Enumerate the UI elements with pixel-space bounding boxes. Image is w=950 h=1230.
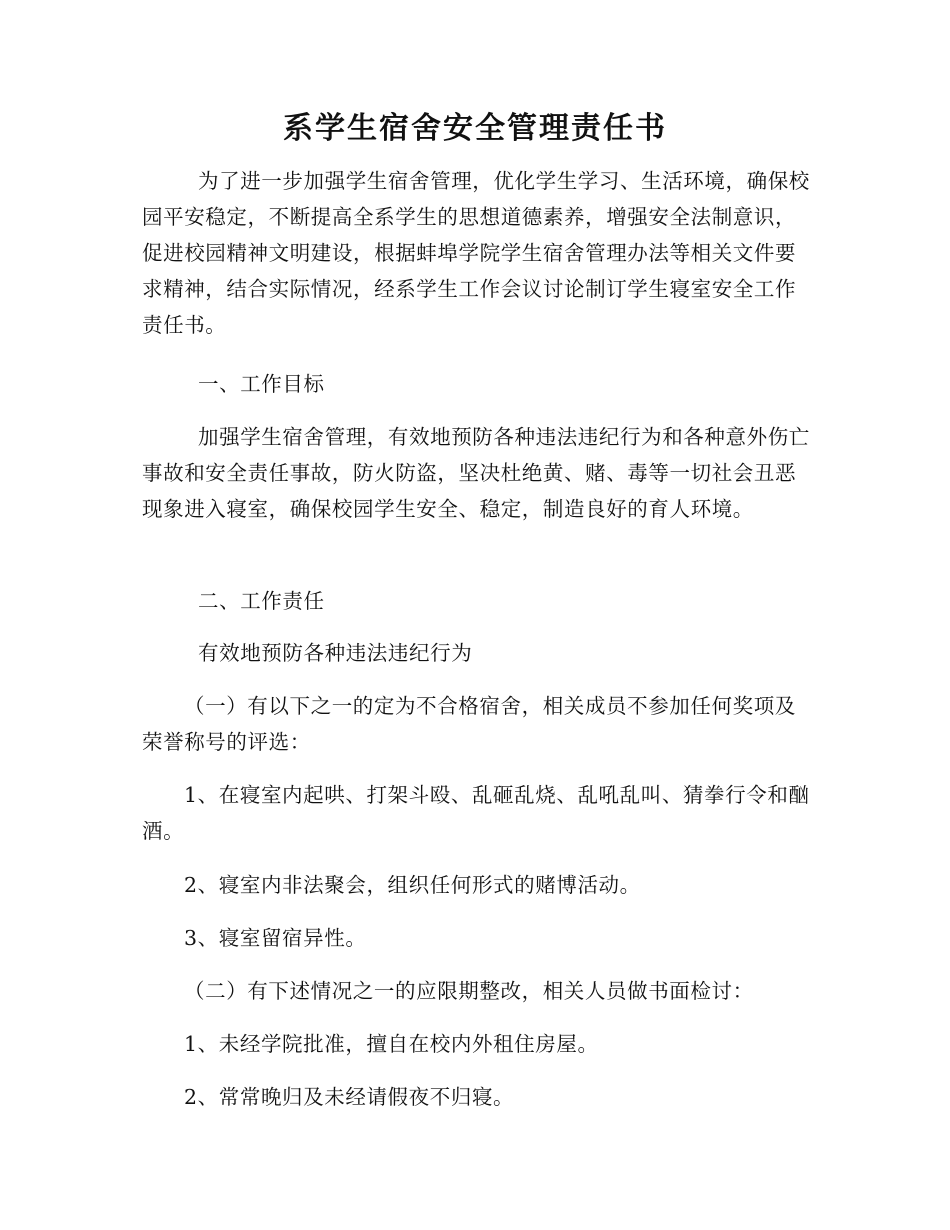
section2-heading: 二、工作责任 — [198, 589, 325, 613]
document-title: 系学生宿舍安全管理责任书 — [283, 111, 667, 146]
subsection1-item-1: 1、在寝室内起哄、打架斗殴、乱砸乱烧、乱吼乱叫、猜拳行令和酗酒。 — [142, 783, 810, 843]
section1-heading: 一、工作目标 — [198, 372, 325, 396]
subsection1-item-2: 2、寝室内非法聚会，组织任何形式的赌博活动。 — [184, 873, 641, 897]
subsection1-item-3: 3、寝室留宿异性。 — [184, 926, 367, 950]
section1-paragraph: 加强学生宿舍管理，有效地预防各种违法违纪行为和各种意外伤亡事故和安全责任事故，防火防盗，坚决杜绝黄、赌、毒等一切社会丑恶现象进入寝室，确保校园学生安全、稳定，制造良好的育人环境。 — [142, 425, 810, 521]
section2-lead: 有效地预防各种违法违纪行为 — [198, 641, 473, 665]
subsection2-item-1: 1、未经学院批准，擅自在校内外租住房屋。 — [184, 1032, 599, 1056]
subsection2-item-2: 2、常常晚归及未经请假夜不归寝。 — [184, 1085, 515, 1109]
subsection1-heading: （一）有以下之一的定为不合格宿舍，相关成员不参加任何奖项及荣誉称号的评选： — [142, 694, 796, 754]
intro-paragraph: 为了进一步加强学生宿舍管理，优化学生学习、生活环境，确保校园平安稳定，不断提高全系学生的思想道德素养，增强安全法制意识，促进校园精神文明建设，根据蚌埠学院学生宿舍管理办法等相关文件要求精神，结合实际情况，经系学生工作会议讨论制订学生寝室安全工作责任书。 — [142, 169, 810, 337]
subsection2-heading: （二）有下述情况之一的应限期整改，相关人员做书面检讨： — [184, 979, 754, 1003]
